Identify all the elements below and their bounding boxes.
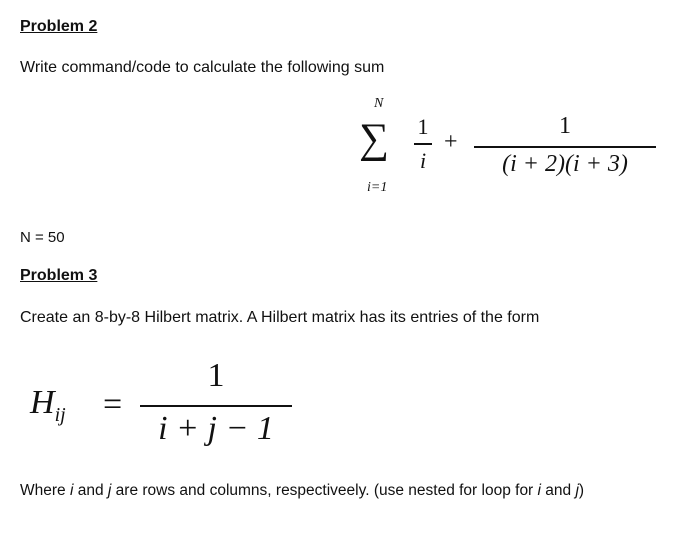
sum-upper-limit: N bbox=[374, 96, 384, 111]
note-j2: j bbox=[575, 482, 579, 499]
hilbert-h-symbol: H bbox=[30, 384, 55, 421]
problem3-heading: Problem 3 bbox=[20, 267, 98, 284]
hilbert-numerator: 1 bbox=[207, 357, 225, 394]
term1-numerator: 1 bbox=[417, 114, 429, 139]
hilbert-subscript: ij bbox=[54, 403, 66, 426]
term2-numerator: 1 bbox=[559, 113, 571, 139]
sigma-symbol: ∑ bbox=[359, 116, 389, 162]
problem3-instruction: Create an 8-by-8 Hilbert matrix. A Hilbert matrix has its entries of the form bbox=[20, 309, 540, 326]
note-part1: Where bbox=[20, 482, 70, 499]
note-j1: j bbox=[107, 482, 112, 499]
hilbert-lhs bbox=[30, 384, 66, 427]
term1-denominator: i bbox=[419, 148, 427, 173]
hilbert-denominator: i + j − 1 bbox=[158, 410, 274, 447]
note-part3: are rows and columns, respectiveely. (use nested for loop for bbox=[111, 482, 538, 499]
term2-denominator: (i + 2)(i + 3) bbox=[502, 151, 628, 177]
hilbert-note bbox=[20, 482, 584, 500]
equals-sign: = bbox=[103, 386, 123, 423]
n-value: N = 50 bbox=[20, 229, 65, 246]
problem2-instruction: Write command/code to calculate the following sum bbox=[20, 59, 385, 76]
problem2-heading: Problem 2 bbox=[20, 18, 98, 35]
note-i1: i bbox=[69, 482, 74, 499]
note-i2: i bbox=[537, 482, 541, 499]
note-part4: and bbox=[540, 482, 576, 499]
plus-sign: + bbox=[444, 129, 458, 155]
note-part2: and bbox=[73, 482, 108, 499]
hilbert-fraction-bar bbox=[140, 405, 292, 407]
note-part5: ) bbox=[578, 482, 585, 499]
sum-lower-limit: i=1 bbox=[367, 180, 388, 195]
